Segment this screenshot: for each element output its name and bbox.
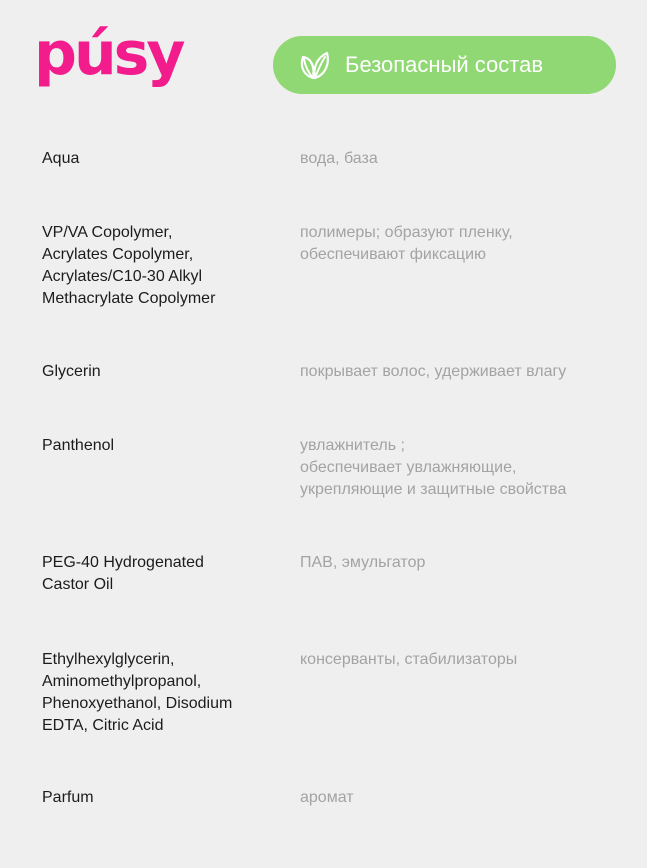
- ingredient-description: покрывает волос, удерживает влагу: [300, 363, 567, 380]
- ingredient-row: [42, 787, 622, 809]
- ingredient-name: Parfum: [42, 789, 94, 806]
- ingredient-description: увлажнитель ; обеспечивает увлажняющие, укрепляющие и защитные свойства: [300, 437, 567, 498]
- ingredient-row: [42, 361, 622, 383]
- ingredient-name: PEG-40 Hydrogenated Castor Oil: [42, 554, 204, 593]
- brand-logo: púsy: [34, 19, 183, 89]
- ingredient-name: Glycerin: [42, 363, 101, 380]
- ingredient-description: ПАВ, эмульгатор: [300, 554, 426, 571]
- ingredient-row: [42, 552, 622, 596]
- ingredient-name: Panthenol: [42, 437, 115, 454]
- ingredient-description: вода, база: [300, 150, 378, 167]
- ingredient-row: [42, 435, 622, 501]
- safe-composition-badge: [273, 36, 616, 94]
- ingredient-description: полимеры; образуют пленку, обеспечивают фиксацию: [300, 224, 513, 263]
- ingredient-name: Aqua: [42, 150, 80, 167]
- leaves-icon: [297, 48, 331, 82]
- ingredient-name: Ethylhexylglycerin, Aminomethylpropanol, Phenoxyethanol, Disodium EDTA, Citric Acid: [42, 651, 233, 734]
- badge-label: Безопасный состав: [345, 52, 544, 77]
- ingredient-row: [42, 649, 622, 737]
- ingredient-description: консерванты, стабилизаторы: [300, 651, 518, 668]
- ingredient-name: VP/VA Copolymer, Acrylates Copolymer, Acrylates/C10-30 Alkyl Methacrylate Copolymer: [42, 224, 216, 307]
- ingredient-row: [42, 148, 622, 170]
- ingredient-row: [42, 222, 622, 310]
- ingredient-description: аромат: [300, 789, 354, 806]
